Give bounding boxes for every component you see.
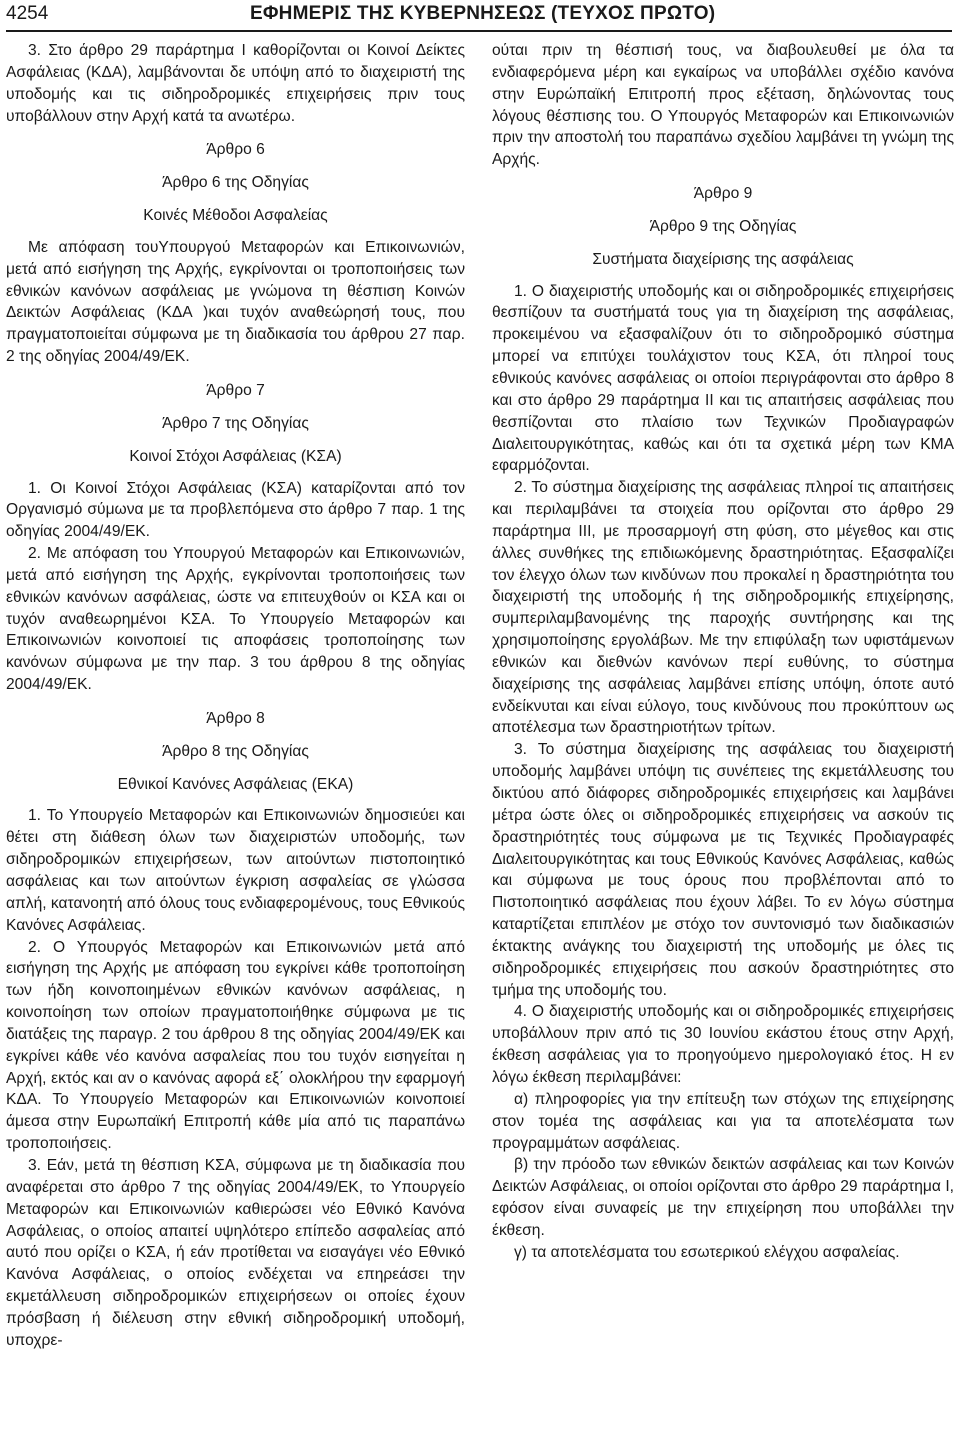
article-7-title: Άρθρο 7	[206, 381, 265, 399]
article-8-paragraph-1: 1. Το Υπουργείο Μεταφορών και Επικοινωνιών δημοσιεύει και θέτει στη διάθεση όλων των διαχειριστών υποδομής, των σιδηροδρομικών επιχειρήσεων, των αιτούντων πιστοποιητικό ασφάλειας και των αιτούντων έγκριση ασφαλείας σε γλώσσα απλή, κατανοητή από όλους τους ενδιαφερομένους, τους Εθνικούς Κανόνες Ασφάλειας.	[6, 807, 465, 934]
article-9-paragraph-2: 2. Το σύστημα διαχείρισης της ασφάλειας πληροί τις απαιτήσεις και περιλαμβάνει τα στοιχεία που ορίζονται στο άρθρο 29 παράρτημα ΙΙΙ, με προσαρμογή στη φύση, στο μέγεθος και στις άλλες συνθήκες της επιδιωκόμενης δραστηριότητας. Εξασφαλίζει τον έλεγχο όλων των κινδύνων που προκαλεί η δραστηριότητα του διαχειριστή της υποδομής ή της σιδηροδρομικής επιχείρησης, συμπεριλαμβανομένης της παροχής συντήρησης και της χρησιμοποίησης εργολάβων. Με την επιφύλαξη των υφιστάμενων εθνικών και διεθνών κανόνων περί ευθύνης, το σύστημα διαχείρισης της ασφάλειας λαμβάνει επίσης υπόψη, όποτε αυτό ενδείκνυται και είναι εύλογο, τους κινδύνους που προκύπτουν ως αποτέλεσμα των δραστηριοτήτων τρίτων.	[492, 479, 954, 737]
article-9-item-c: γ) τα αποτελέσματα του εσωτερικού ελέγχου ασφαλείας.	[514, 1243, 900, 1261]
article-6-paragraph-1: Με απόφαση τουΥπουργού Μεταφορών και Επικοινωνιών, μετά από εισήγηση της Αρχής, εγκρίνονται οι τροποποιήσεις των εθνικών κανόνων ασφάλειας με γνώμονα τη θέσπιση Κοινών Δεικτών Ασφάλειας (ΚΔΑ )και τυχόν αναθεώρησή τους, που πραγματοποιείται σύμφωνα με τη διαδικασία του άρθρου 27 παρ. 2 της οδηγίας 2004/49/ΕΚ.	[6, 238, 465, 366]
article-6-title: Άρθρο 6	[206, 141, 265, 159]
article-9-paragraph-3: 3. Το σύστημα διαχείρισης της ασφάλειας του διαχειριστή υποδομής λαμβάνει υπόψη τις συνέπειες της εκμετάλλευσης του δικτύου από διάφορες σιδηροδρομικές επιχειρήσεις και λαμβάνει μέτρα ώστε όλες οι σιδηροδρομικές επιχειρήσεις να ασκούν τις δραστηριότητές τους σύμφωνα με τις Τεχνικές Προδιαγραφές Διαλειτουργικότητας και τους Εθνικούς Κανόνες Ασφάλειας, καθώς και σύμφωνα με τους όρους που προβλέπονται από το Πιστοποιητικό ασφάλειας που έχουν λάβει. Το εν λόγω σύστημα καταρτίζεται επιπλέον με στόχο τον συντονισμό των διαδικασιών έκτακτης ανάγκης του διαχειριστή της υποδομής με όλες τις σιδηροδρομικές επιχειρήσεις που ασκούν δραστηριότητες στο τμήμα της υποδομής του.	[492, 741, 954, 999]
article-7-heading: Κοινοί Στόχοι Ασφάλειας (ΚΣΑ)	[129, 447, 342, 465]
article-9-title: Άρθρο 9	[693, 185, 753, 203]
article-8-title: Άρθρο 8	[206, 709, 265, 727]
right-column	[492, 40, 954, 1264]
paragraph-intro-3: 3. Στο άρθρο 29 παράρτημα Ι καθορίζονται οι Κοινοί Δείκτες Ασφάλειας (ΚΔΑ), λαμβάνονται δε υπόψη από το διαχειριστή της υποδομής και τις σιδηροδρομικές επιχειρήσεις πριν τους υποβάλλουν στην Αρχή κατά τα ανωτέρω.	[6, 42, 465, 125]
article-7-paragraph-2: 2. Με απόφαση του Υπουργού Μεταφορών και Επικοινωνιών, μετά από εισήγηση της Αρχής, εγκρίνονται τροποποιήσεις των εθνικών κανόνων ασφάλειας, ώστε να επιτευχθούν οι ΚΣΑ και οι τυχόν αναθεωρημένοι ΚΣΑ. Το Υπουργείο Μεταφορών και Επικοινωνιών κοινοποιεί τις αποφάσεις τροποποίησης των κανόνων σύμφωνα με την παρ. 3 του άρθρου 8 της οδηγίας 2004/49/ΕΚ.	[6, 545, 465, 694]
article-6-heading: Κοινές Μέθοδοι Ασφαλείας	[143, 207, 328, 225]
article-8-subtitle: Άρθρο 8 της Οδηγίας	[162, 742, 309, 760]
article-9-paragraph-1: 1. Ο διαχειριστής υποδομής και οι σιδηροδρομικές επιχειρήσεις θεσπίζουν τα συστήματά τους για τη διαχείριση της ασφάλειας, προκειμένου να εξασφαλίζουν ότι το σιδηροδρομικό σύστημα μπορεί να επιτύχει τουλάχιστον τους ΚΣΑ, ότι πληροί τους εθνικούς κανόνες ασφάλειας οι οποίοι περιγράφονται στο άρθρο 8 και στο άρθρο 29 παράρτημα ΙΙ και τις απαιτήσεις ασφάλειας που θεσπίζονται στο πλαίσιο των Τεχνικών Προδιαγραφών Διαλειτουργικότητας, καθώς και ότι τα σχετικά μέρη των ΚΜΑ εφαρμόζονται.	[492, 282, 954, 475]
article-8-paragraph-2: 2. Ο Υπουργός Μεταφορών και Επικοινωνιών μετά από εισήγηση της Αρχής με απόφαση του εγκρίνει κάθε τροποποίηση των ήδη κοινοποιημένων εθνικών κανόνων ασφάλειας, η κοινοποίηση των οποίων πραγματοποιήθηκε σύμφωνα με τις διατάξεις της παραγρ. 2 του άρθρου 8 της οδηγίας 2004/49/ΕΚ και εγκρίνει κάθε νέο κανόνα ασφαλείας που του τυχόν εισηγείται η Αρχή, εκτός και αν ο κανόνας αφορά εξ΄ ολοκλήρου την εφαρμογή ΚΔΑ. Το Υπουργείο Μεταφορών και Επικοινωνιών κοινοποιεί άμεσα στην Ευρωπαϊκή Επιτροπή κάθε μία από τις παραπάνω τροποποιήσεις.	[6, 938, 465, 1153]
article-8-heading: Εθνικοί Κανόνες Ασφάλειας (ΕΚΑ)	[117, 775, 354, 793]
article-9-paragraph-4: 4. Ο διαχειριστής υποδομής και οι σιδηροδρομικές επιχειρήσεις υποβάλλουν πριν από τις 30 Ιουνίου εκάστου έτους στην Αρχή, έκθεση ασφάλειας για το προηγούμενο ημερολογιακό έτος. Η εν λόγω έκθεση περιλαμβάνει:	[492, 1003, 954, 1086]
article-9-item-b: β) την πρόοδο των εθνικών δεικτών ασφάλειας και των Κοινών Δεικτών Ασφάλειας, οι οποίοι ορίζονται στο άρθρο 29 παράρτημα Ι, εφόσον είναι συναφείς με την επιχείρηση που υποβάλλει την έκθεση.	[492, 1156, 954, 1239]
article-7-subtitle: Άρθρο 7 της Οδηγίας	[162, 414, 309, 432]
article-9-subtitle: Άρθρο 9 της Οδηγίας	[649, 217, 797, 235]
page-number: 4254	[6, 3, 49, 24]
gazette-title: ΕΦΗΜΕΡΙΣ ΤΗΣ ΚΥΒΕΡΝΗΣΕΩΣ (ΤΕΥΧΟΣ ΠΡΩΤΟ)	[250, 3, 716, 24]
article-7-paragraph-1: 1. Οι Κοινοί Στόχοι Ασφάλειας (ΚΣΑ) καταρίζονται από τον Οργανισμό σύμωνα με τα προβλεπόμενα στο άρθρο 7 παρ. 1 της οδηγίας 2004/49/ΕΚ.	[6, 479, 465, 541]
article-9-heading: Συστήματα διαχείρισης της ασφάλειας	[592, 250, 854, 268]
paragraph-continuation: ούται πριν τη θέσπισή τους, να διαβουλευθεί με όλα τα ενδιαφερόμενα μέρη και εγκαίρως να υποβάλλει σχέδιο κανόνα στην Ευρώπαϊκή Επιτροπή προς εξέταση, δηλώνοντας τους λόγους θέσπισης του. Ο Υπουργός Μεταφορών και Επικοινωνιών πριν την αποστολή του παραπάνω σχεδίου λαμβάνει τη γνώμη της Αρχής.	[492, 42, 954, 169]
page-header	[6, 0, 952, 32]
article-9-item-a: α) πληροφορίες για την επίτευξη των στόχων της επιχείρησης στον τομέα της ασφάλειας και για τα αποτελέσματα των προγραμμάτων ασφάλειας.	[492, 1090, 954, 1152]
article-8-paragraph-3: 3. Εάν, μετά τη θέσπιση ΚΣΑ, σύμφωνα με τη διαδικασία που αναφέρεται στο άρθρο 7 της οδηγίας 2004/49/ΕΚ, το Υπουργείο Μεταφορών και Επικοινωνιών καθιερώσει νέο Εθνικό Κανόνα Ασφάλειας, ο οποίος απαιτεί υψηλότερο επίπεδο ασφαλείας από αυτό που ορίζει ο ΚΣΑ, ή εάν προτίθεται να εισαγάγει νέο Εθνικό Κανόνα Ασφάλειας, ο οποίος ενδέχεται να επηρεάσει την εκμετάλλευση σιδηροδρομικών επιχειρήσεων οι οποίες έχουν πρόσβαση ή διέλευση στην εθνική σιδηροδρομική υποδομή, υποχρε-	[6, 1156, 465, 1349]
article-6-subtitle: Άρθρο 6 της Οδηγίας	[162, 174, 309, 192]
left-column	[6, 40, 465, 1352]
